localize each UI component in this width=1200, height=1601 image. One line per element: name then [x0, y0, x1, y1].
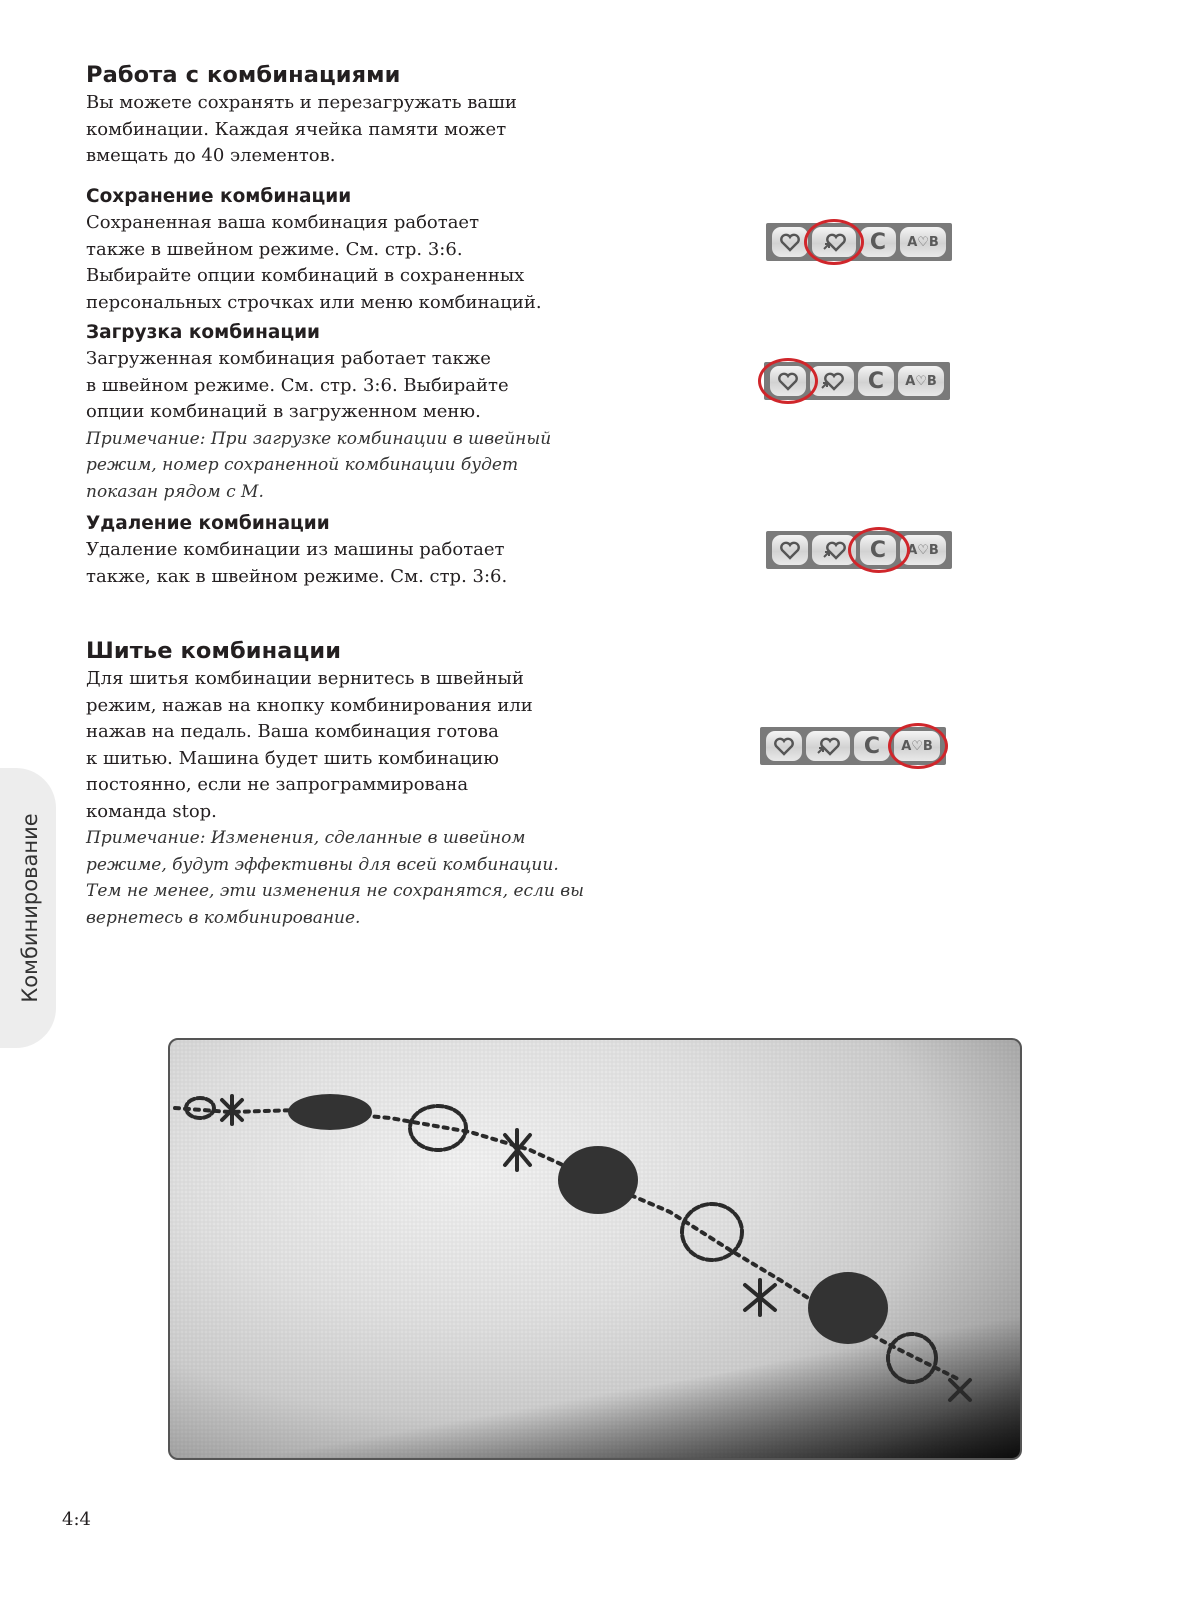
load-button[interactable] — [766, 731, 802, 761]
chapter-label: Комбинирование — [18, 813, 42, 1003]
highlight-circle — [888, 723, 948, 769]
load-block — [86, 322, 606, 505]
load-text: Загруженная комбинация работает также в швейном режиме. См. стр. 3:6. Выбирайте опции комбинаций в загруженном меню. — [86, 348, 509, 422]
delete-block — [86, 513, 606, 590]
button-strip-save — [766, 223, 952, 261]
section2-title: Шитье комбинации — [86, 638, 342, 664]
button-strip-clear — [766, 531, 952, 569]
highlight-circle — [758, 358, 818, 404]
sequence-label: A♡B — [907, 542, 939, 558]
button-strip-load — [764, 362, 950, 400]
sequence-label: A♡B — [907, 234, 939, 250]
save-button[interactable] — [806, 731, 850, 761]
heart-icon — [772, 535, 808, 565]
load-note: Примечание: При загрузке комбинации в швейный режим, номер сохраненной комбинации будет показан рядом с M. — [86, 428, 552, 502]
heart-icon — [766, 731, 802, 761]
save-block — [86, 186, 606, 316]
load-button[interactable] — [772, 227, 808, 257]
section-work-with-combinations — [86, 62, 606, 170]
delete-heading: Удаление комбинации — [86, 513, 330, 534]
chapter-side-tab — [0, 768, 56, 1048]
sewing-text: Для шитья комбинации вернитесь в швейный режим, нажав на кнопку комбинирования или нажав на педаль. Ваша комбинация готова к шитью. Машина будет шить комбинацию постоянно, если не запрограммирована команда stop. — [86, 668, 533, 822]
clear-label: C — [867, 368, 885, 394]
section-sewing-combination — [86, 638, 606, 931]
sequence-button[interactable] — [900, 227, 946, 257]
sequence-label: A♡B — [905, 373, 937, 389]
clear-button[interactable] — [854, 731, 890, 761]
delete-text: Удаление комбинации из машины работает также, как в швейном режиме. См. стр. 3:6. — [86, 539, 508, 587]
load-heading: Загрузка комбинации — [86, 322, 320, 343]
embroidered-fabric-image — [170, 1040, 1020, 1458]
section-title: Работа с комбинациями — [86, 62, 401, 88]
highlight-circle — [804, 219, 864, 265]
save-text: Сохраненная ваша комбинация работает также в швейном режиме. См. стр. 3:6. Выбирайте опции комбинаций в сохраненных персональных строчках или меню комбинаций. — [86, 212, 542, 313]
heart-icon — [772, 227, 808, 257]
intro-text: Вы можете сохранять и перезагружать ваши комбинации. Каждая ячейка памяти может вмещать до 40 элементов. — [86, 92, 517, 166]
clear-button[interactable] — [858, 366, 894, 396]
stitch-sample-photo — [168, 1038, 1022, 1460]
sequence-button[interactable] — [898, 366, 944, 396]
sequence-label: A♡B — [901, 738, 933, 754]
load-button[interactable] — [772, 535, 808, 565]
highlight-circle — [848, 527, 910, 573]
sewing-note: Примечание: Изменения, сделанные в швейном режиме, будут эффективны для всей комбинации. Тем не менее, эти изменения не сохранятся, если вы вернетесь в комбинирование. — [86, 828, 584, 928]
button-strip-sequence — [760, 727, 946, 765]
clear-label: C — [869, 537, 887, 563]
clear-button[interactable] — [860, 227, 896, 257]
page-number: 4:4 — [62, 1509, 91, 1530]
clear-label: C — [863, 733, 881, 759]
heart-arrow-icon — [806, 731, 850, 761]
save-heading: Сохранение комбинации — [86, 186, 352, 207]
clear-label: C — [869, 229, 887, 255]
